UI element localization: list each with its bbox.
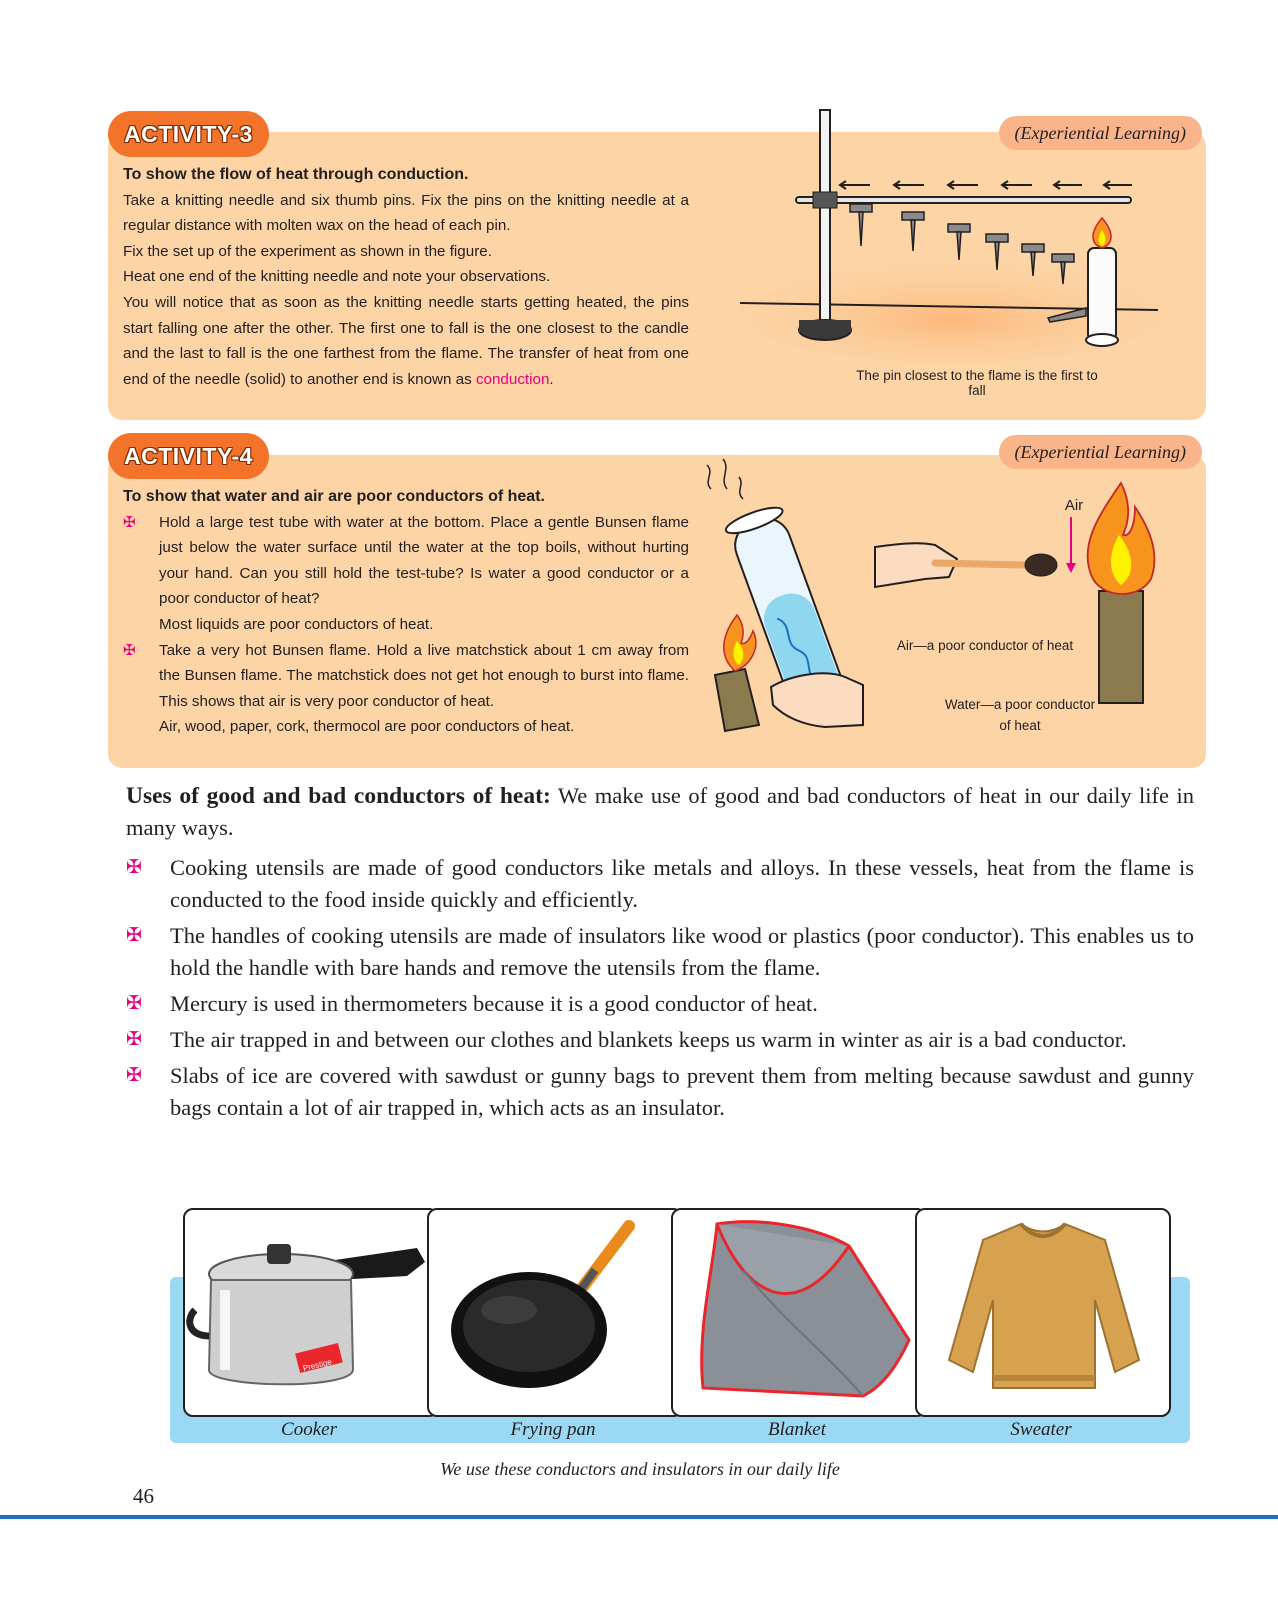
activity-4-tag: (Experiential Learning) (999, 435, 1202, 469)
stand-rod (820, 110, 830, 325)
air-arrow-label: Air (1064, 497, 1084, 514)
bunsen-burner (1099, 591, 1143, 703)
uses-intro: Uses of good and bad conductors of heat: We make use of good and bad conductors of heat in our daily life in many ways. (126, 783, 1194, 840)
footer-rule (0, 1515, 1278, 1519)
knitting-needle (796, 197, 1131, 203)
cooker-label: Cooker (281, 1419, 337, 1440)
frying-pan-photo (427, 1208, 683, 1417)
blanket-label: Blanket (767, 1419, 827, 1440)
bullet-icon: ✠ (126, 993, 142, 1014)
activity-3-tag: (Experiential Learning) (999, 116, 1202, 150)
activity-4-label: ACTIVITY-4 (108, 433, 269, 479)
activity-3-observation: You will notice that as soon as the knitting needle starts getting heated, the pins start falling one after the other. The first one to fall is the one closest to the candle and the last to fall is the one farthest from the flame. The transfer of heat from one end of the needle (solid) to another end is known as conduction. (123, 293, 689, 388)
air-figure-caption: Air—a poor conductor of heat (896, 638, 1074, 653)
activity-3-line: Fix the set up of the experiment as shown in the figure. (123, 242, 492, 260)
bullet-icon: ✠ (126, 1029, 142, 1050)
blanket-photo (671, 1208, 927, 1417)
conduction-setup-figure (738, 108, 1168, 368)
uses-item: ✠ Mercury is used in thermometers because it is a good conductor of heat. (126, 988, 1194, 1020)
activity-3-text (123, 162, 689, 392)
candle (1088, 248, 1116, 340)
sweater-photo (915, 1208, 1171, 1417)
activity-4-heading: To show that water and air are poor conductors of heat. (123, 488, 545, 505)
bullet-icon: ✠ (126, 1065, 142, 1086)
uses-section (126, 780, 1194, 1124)
activity-3-line: Take a knitting needle and six thumb pins. Fix the pins on the knitting needle at a regular distance with molten wax on the head of each pin. (123, 191, 689, 235)
uses-heading: Uses of good and bad conductors of heat: (126, 783, 551, 809)
bullet-icon: ✠ (126, 857, 142, 878)
page-number: 46 (133, 1484, 154, 1508)
frying-pan-label: Frying pan (510, 1419, 596, 1440)
uses-item: ✠ The handles of cooking utensils are made of insulators like wood or plastics (poor conductor). This enables us to hold the handle with bare hands and remove the utensils from the flame. (126, 920, 1194, 984)
activity-3-line: Heat one end of the knitting needle and note your observations. (123, 268, 551, 286)
heat-flow-arrows (840, 181, 1132, 189)
activity-3-figure-caption: The pin closest to the flame is the first to fall (856, 368, 1098, 398)
conduction-term: conduction (475, 370, 550, 388)
activity-4-text (123, 484, 689, 740)
photos-caption: We use these conductors and insulators in our daily life (440, 1459, 840, 1479)
bullet-icon: ✠ (126, 925, 142, 946)
uses-item: ✠ The air trapped in and between our clothes and blankets keeps us warm in winter as air is a bad conductor. (126, 1024, 1194, 1056)
activity-4-item: ✠ Take a very hot Bunsen flame. Hold a live matchstick about 1 cm away from the Bunsen flame. The matchstick does not get hot enough to burst into flame. This shows that air is very poor conductor of heat. Air, wood, paper, cork, thermocol are poor conductors of heat. (123, 638, 689, 740)
bullet-icon: ✠ (123, 641, 136, 659)
steam-icon (707, 459, 743, 499)
matchstick (935, 563, 1025, 565)
activity-3-label: ACTIVITY-3 (108, 111, 269, 157)
sweater-label: Sweater (1010, 1419, 1072, 1440)
activity-4-item: ✠ Hold a large test tube with water at the bottom. Place a gentle Bunsen flame just below the water surface until the water at the top boils, without hurting your hand. Can you still hold the test-tube? Is water a good conductor or a poor conductor of heat? Most liquids are poor conductors of heat. (123, 510, 689, 638)
hand-icon (771, 673, 863, 727)
cooker-photo (183, 1208, 439, 1417)
uses-item: ✠ Slabs of ice are covered with sawdust or gunny bags to prevent them from melting because sawdust and gunny bags contain a lot of air trapped in, which acts as an insulator. (126, 1060, 1194, 1124)
bullet-icon: ✠ (123, 513, 136, 531)
activity-3-heading: To show the flow of heat through conduction. (123, 166, 469, 183)
svg-text:Prestige: Prestige (302, 1357, 333, 1374)
bunsen-burner (715, 669, 759, 731)
uses-item: ✠ Cooking utensils are made of good conductors like metals and alloys. In these vessels, heat from the flame is conducted to the food inside quickly and efficiently. (126, 852, 1194, 916)
water-figure-caption: Water—a poor conductor of heat (944, 697, 1096, 733)
